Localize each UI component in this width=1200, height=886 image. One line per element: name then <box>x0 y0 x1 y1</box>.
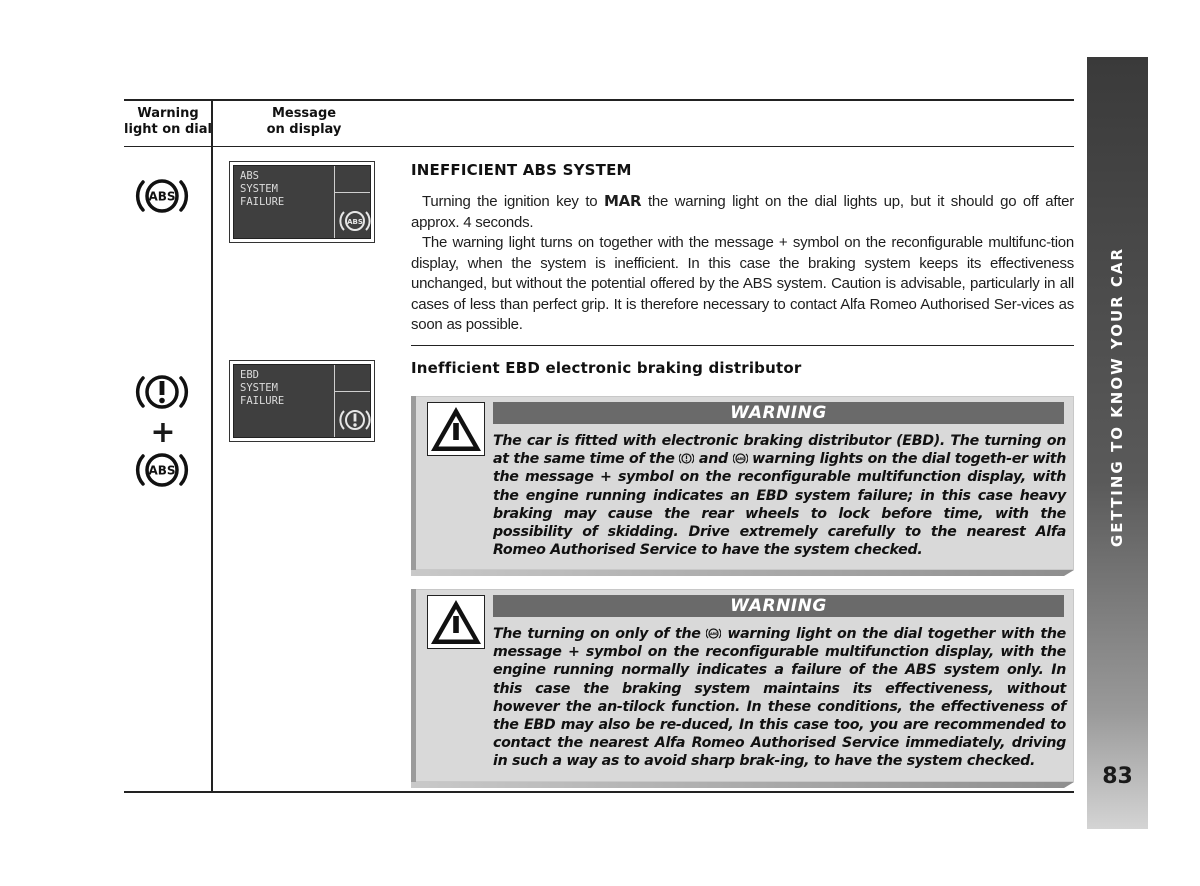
table-column-rule <box>211 99 213 793</box>
svg-text:ABS: ABS <box>148 189 176 204</box>
display-message: ABS SYSTEM FAILURE <box>240 170 285 208</box>
column-header-message: Message on display <box>266 106 342 137</box>
display-message: EBD SYSTEM FAILURE <box>240 369 285 407</box>
svg-text:ABS: ABS <box>736 457 744 462</box>
section-title-ebd: Inefficient EBD electronic braking distributor <box>411 359 802 377</box>
warning-text-ebd: The car is fitted with electronic braking distributor (EBD). The turning on at the same time of the and ABS warning lights on the dial togeth-er with the message + symbol on the reconfigurable multifunction display, with the engine running indicates an EBD system failure; in this case heavy braking may cause the rear wheels to lock before time, with the possibility of skidding. Drive extremely carefully to the nearest Alfa Romeo Authorised Service to have the system checked. <box>493 433 1067 559</box>
warning-box-ebd <box>411 396 1074 570</box>
page-number: 83 <box>1102 764 1133 789</box>
column-header-warning-light: Warning light on dial <box>124 106 212 137</box>
brake-warning-icon <box>134 370 190 414</box>
plus-sign: + <box>150 415 176 450</box>
abs-icon <box>134 448 190 492</box>
display-ebd-failure <box>229 360 375 442</box>
abs-icon <box>733 452 748 465</box>
warning-banner: WARNING <box>493 595 1064 617</box>
table-header-rule <box>124 146 1074 147</box>
svg-text:ABS: ABS <box>347 218 363 226</box>
display-abs-failure <box>229 161 375 243</box>
table-bottom-rule <box>124 791 1074 793</box>
brake-warning-icon <box>339 405 371 435</box>
section-divider <box>411 345 1074 346</box>
brake-warning-icon <box>679 452 694 465</box>
abs-icon <box>706 627 721 640</box>
table-top-rule <box>124 99 1074 101</box>
paragraph-ignition: Turning the ignition key to MAR the warning light on the dial lights up, but it should go off after approx. 4 seconds. <box>411 192 1074 231</box>
svg-text:ABS: ABS <box>710 632 718 637</box>
paragraph-abs-failure: The warning light turns on together with the message + symbol on the reconfigurable multifunc-tion display, when the system is inefficient. In this case the braking system keeps its effectiveness unchanged, but without the potential offered by the ABS system. Caution is advisable, particularly in all cases of less than perfect grip. It is therefore necessary to contact Alfa Romeo Authorised Ser-vices as soon as possible. <box>411 234 1074 333</box>
abs-icon <box>134 174 190 218</box>
warning-box-abs <box>411 589 1074 782</box>
svg-text:ABS: ABS <box>148 463 176 478</box>
abs-icon <box>339 206 371 236</box>
chapter-title: GETTING TO KNOW YOUR CAR <box>1108 246 1127 548</box>
warning-text-abs: The turning on only of the ABS warning light on the dial together with the message + symbol on the reconfigurable multifunction display, with the engine running normally indicates a failure of the ABS system only. In this case the braking system maintains its effectiveness, without however the an-tilock function. In these conditions, the effectiveness of the EBD may also be re-duced, In this case too, you are recommended to contact the nearest Alfa Romeo Authorised Service immediately, driving in such a way as to avoid sharp brak-ing, to have the system checked. <box>493 626 1067 770</box>
section-title-abs: INEFFICIENT ABS SYSTEM <box>411 161 632 179</box>
warning-banner: WARNING <box>493 402 1064 424</box>
